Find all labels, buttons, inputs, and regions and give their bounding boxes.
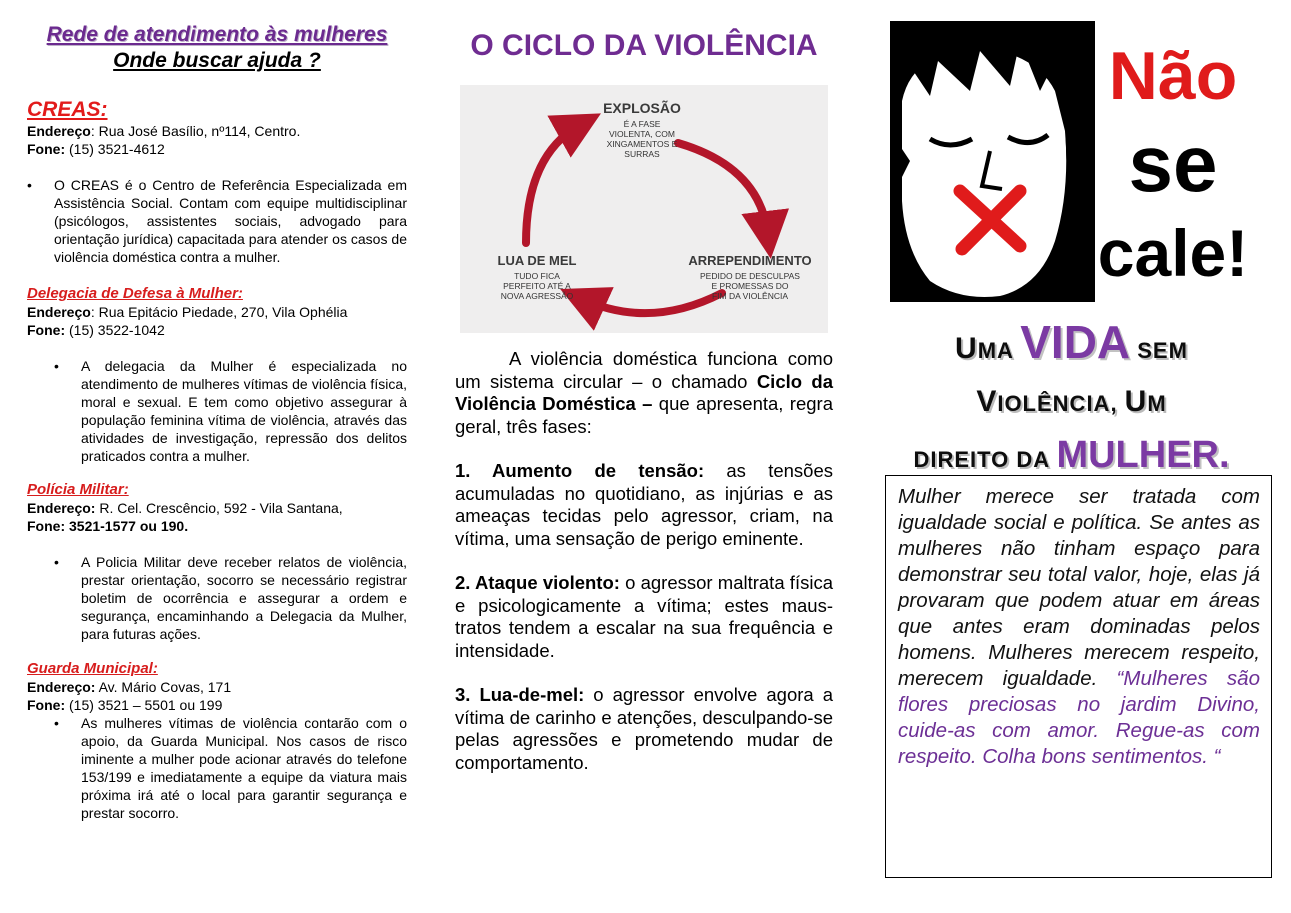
arrow-explosao-to-arrependimento xyxy=(678,143,768,235)
policia-address: Endereço: R. Cel. Crescêncio, 592 - Vila Santana, xyxy=(27,500,343,516)
creas-address: Endereço: Rua José Basílio, nº114, Centro. xyxy=(27,123,301,139)
guarda-phone: Fone: (15) 3521 – 5501 ou 199 xyxy=(27,697,223,713)
phase-3: 3. Lua-de-mel: o agressor envolve agora a vítima de carinho e atenções, desculpando-se pelas agressões e prometendo mudar de comportamento. xyxy=(455,684,833,773)
lua-line-3: NOVA AGRESSÃO xyxy=(500,291,574,301)
cycle-diagram-svg xyxy=(460,85,828,333)
phase-1: 1. Aumento de tensão: as tensões acumuladas no quotidiano, as injúrias e as ameaças tecidas pelo agressor, criam, na vítima, uma sensação de perigo eminente. xyxy=(455,460,833,549)
explosao-title: EXPLOSÃO xyxy=(603,100,681,116)
arrependimento-line-2: E PROMESSAS DO xyxy=(711,281,789,291)
lua-line-2: PERFEITO ATÉ A xyxy=(503,281,571,291)
headline-line-3: DIREITO DA MULHER. xyxy=(913,434,1230,476)
nao-se-cale-poster xyxy=(890,21,1253,302)
quote-flowers: “Mulheres são flores preciosas no jardim Divino, cuide-as com amor. Regue-as com respeito. Colha bons sentimentos. “ xyxy=(898,667,1260,768)
poster-illustration xyxy=(890,21,1253,302)
arrow-arrependimento-to-lua xyxy=(582,293,722,313)
creas-description: • O CREAS é o Centro de Referência Especializada em Assistência Social. Contam com equipe multidisciplinar (psicólogos, assistentes sociais, advogado para orientação jurídica) capacitada para atender os casos de violência doméstica contra a mulher. xyxy=(27,176,407,266)
explosao-line-1: É A FASE xyxy=(623,119,661,129)
delegacia-title: Delegacia de Defesa à Mulher: xyxy=(27,285,243,302)
poster-word-cale: cale! xyxy=(1097,216,1249,290)
arrependimento-line-1: PEDIDO DE DESCULPAS xyxy=(700,271,800,281)
quote-box xyxy=(885,475,1272,878)
service-network-column xyxy=(27,22,407,822)
guarda-address: Endereço: Av. Mário Covas, 171 xyxy=(27,679,232,695)
headline-line-1: UMA VIDA SEM xyxy=(955,316,1188,368)
policia-title: Polícia Militar: xyxy=(27,481,129,498)
policia-phone: Fone: 3521-1577 ou 190. xyxy=(27,518,189,534)
delegacia-address: Endereço: Rua Epitácio Piedade, 270, Vila Ophélia xyxy=(27,304,348,320)
explosao-line-3: XINGAMENTOS E xyxy=(606,139,678,149)
violence-cycle-column xyxy=(455,28,833,773)
lua-line-1: TUDO FICA xyxy=(514,271,560,281)
arrow-lua-to-explosao xyxy=(526,125,580,243)
network-heading: Rede de atendimento às mulheres xyxy=(46,23,388,46)
creas-phone: Fone: (15) 3521-4612 xyxy=(27,141,165,157)
network-subheading: Onde buscar ajuda ? xyxy=(113,49,321,72)
guarda-description: • As mulheres vítimas de violência contarão com o apoio, da Guarda Municipal. Nos casos de risco iminente a mulher pode acionar através do telefone 153/199 e imediatamente a equipe da viatura mais próxima irá até o local para garantir segurança e prestar socorro. xyxy=(27,714,407,822)
explosao-line-2: VIOLENTA, COM xyxy=(609,129,675,139)
arrependimento-title: ARREPENDIMENTO xyxy=(688,253,812,268)
guarda-title: Guarda Municipal: xyxy=(27,660,158,677)
arrependimento-line-3: FIM DA VIOLÊNCIA xyxy=(711,291,789,301)
cycle-diagram xyxy=(460,85,828,333)
creas-title: CREAS: xyxy=(27,98,108,121)
cycle-title: O CICLO DA VIOLÊNCIA xyxy=(470,29,818,62)
cycle-explanation xyxy=(455,348,833,796)
quote-statement: Mulher merece ser tratada com igualdade social e política. Se antes as mulheres não tinham espaço para demonstrar seu total valor, hoje, elas já provaram que podem atuar em áreas que antes eram dominadas pelos homens. Mulheres merecem respeito, merecem igualdade. xyxy=(898,485,1260,690)
poster-word-se: se xyxy=(1128,119,1218,208)
cycle-intro: A violência doméstica funciona como um sistema circular – o chamado Ciclo da Violência Doméstica – que apresenta, regra geral, três fases: xyxy=(455,348,833,437)
poster-word-nao: Não xyxy=(1108,38,1238,114)
explosao-line-4: SURRAS xyxy=(624,149,660,159)
phase-2: 2. Ataque violento: o agressor maltrata física e psicologicamente a vítima; estes maus-tratos tendem a escalar na sua frequência e intensidade. xyxy=(455,572,833,661)
lua-title: LUA DE MEL xyxy=(497,253,577,268)
delegacia-phone: Fone: (15) 3522-1042 xyxy=(27,322,165,338)
campaign-headline xyxy=(880,318,1263,487)
policia-description: • A Policia Militar deve receber relatos de violência, prestar orientação, socorro se necessário registrar boletim de ocorrência e assegurar a ordem e segurança, encaminhando a Delegacia da Mulher, para futuras ações. xyxy=(27,553,407,643)
delegacia-description: • A delegacia da Mulher é especializada no atendimento de mulheres vítimas de violência física, moral e sexual. E tem como objetivo assegurar à população feminina vítima de violência, através das atividades de investigação, repressão dos delitos praticados contra a mulher. xyxy=(27,357,407,465)
headline-line-2: VIOLÊNCIA, UM xyxy=(976,385,1167,418)
